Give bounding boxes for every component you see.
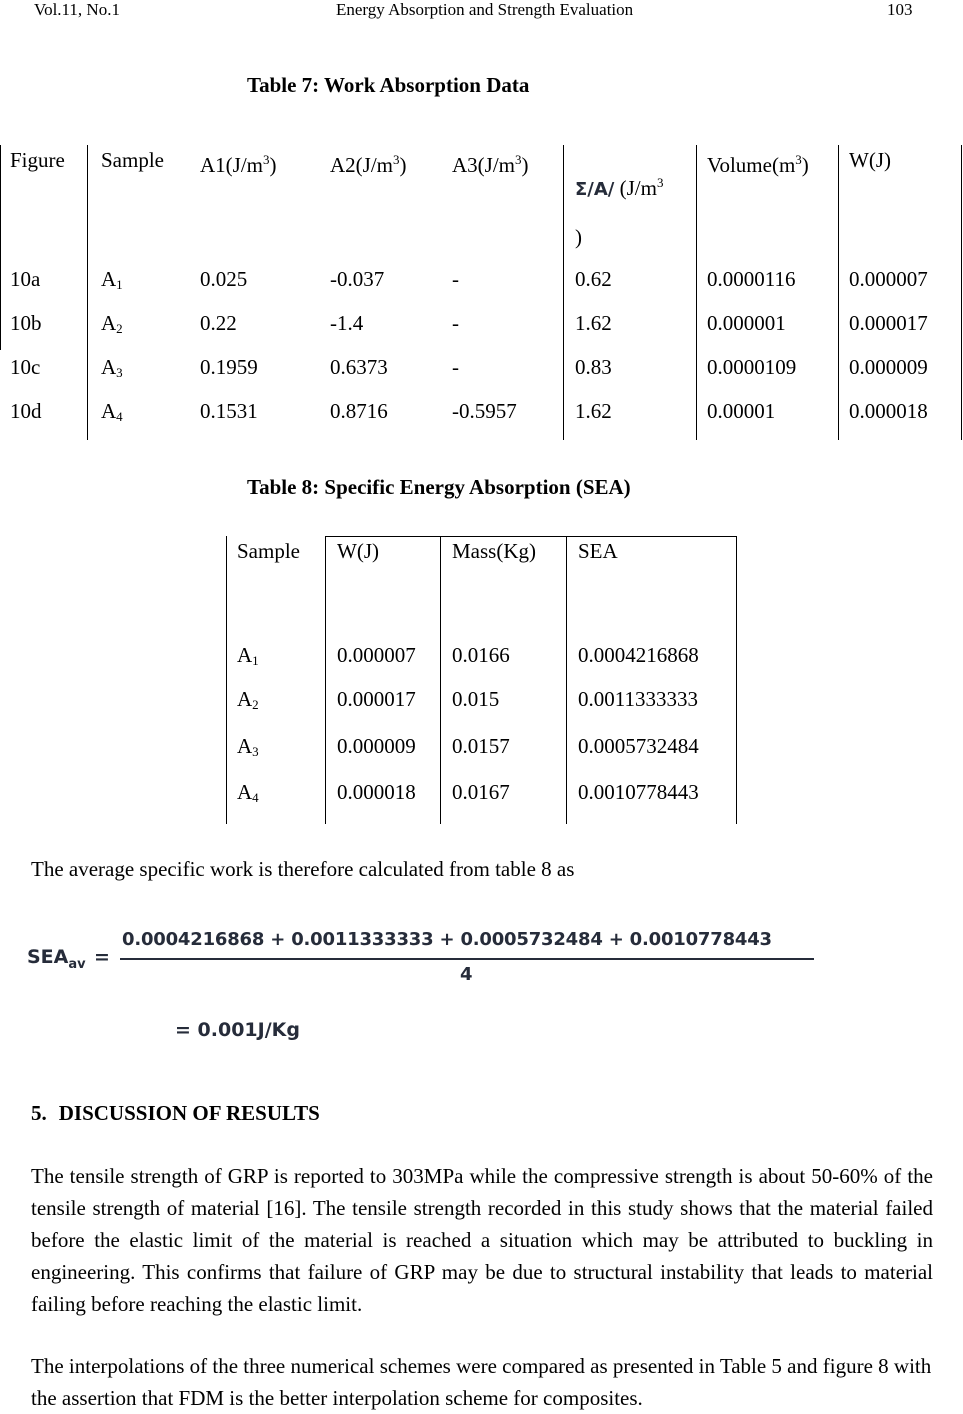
- table7-header-a1: $A1(J/m^3)$: [200, 152, 277, 177]
- table8-cell: $A_4$: [237, 780, 259, 805]
- table8-cell: 0.0011333333: [578, 687, 698, 711]
- table8-caption: Table 8: Specific Energy Absorption (SEA): [247, 475, 631, 499]
- table8-cell: 0.0010778443: [578, 780, 699, 804]
- table8-cell: 0.000018: [337, 780, 416, 804]
- table7-cell: 10d: [10, 399, 42, 423]
- section-title: DISCUSSION OF RESULTS: [58, 1101, 320, 1125]
- table7-cell: 10b: [10, 311, 42, 335]
- table7-cell: 1.62: [575, 311, 612, 335]
- table7-header-w: W(J): [849, 148, 891, 172]
- table8-cell: 0.0005732484: [578, 734, 699, 758]
- page-number: 103: [887, 0, 913, 19]
- table8-rule: [566, 536, 567, 824]
- table8-top-rule: [325, 536, 737, 537]
- table7-cell: -0.037: [330, 267, 385, 291]
- table8-cell: 0.000009: [337, 734, 416, 758]
- table7-cell: $A_2$: [101, 311, 123, 336]
- table7-cell: 0.62: [575, 267, 612, 291]
- table8-rule-left: [226, 536, 227, 824]
- section-number: 5.: [31, 1101, 47, 1125]
- running-title: Energy Absorption and Strength Evaluation: [336, 0, 634, 19]
- table7-rule-left: [0, 145, 1, 350]
- table7-cell: 0.000007: [849, 267, 928, 291]
- table8-rule-right: [736, 536, 737, 824]
- table8-cell: 0.000007: [337, 643, 416, 667]
- table8-cell: $A_3$: [237, 734, 259, 759]
- table7-cell: 10a: [10, 267, 41, 291]
- table7-rule: [696, 145, 697, 440]
- table8-cell: 0.0157: [452, 734, 510, 758]
- table8-cell: 0.000017: [337, 687, 416, 711]
- table7-cell: 0.000018: [849, 399, 928, 423]
- table7-rule: [838, 145, 839, 440]
- table8-header-sea: SEA: [578, 539, 618, 563]
- discussion-paragraph: The tensile strength of GRP is reported to 303MPa while the compressive strength is about 50-60% of the tensile strength of material [16]. The tensile strength recorded in this study shows that the material failed before the elastic limit of the material is reached a situation which may be attributed to buckling in engineering. This confirms that failure of GRP may be due to structural instability that leads to material failing before reaching the elastic limit.: [31, 1164, 933, 1316]
- equation-lhs: $SEA_{av}$: [27, 946, 86, 972]
- table7-cell: 0.00001: [707, 399, 776, 423]
- table8-cell: 0.0167: [452, 780, 510, 804]
- table7-cell: 0.000009: [849, 355, 928, 379]
- table7-cell: 0.1959: [200, 355, 258, 379]
- table8-header-mass: Mass(Kg): [452, 539, 536, 563]
- table8-cell: $A_1$: [237, 643, 259, 668]
- equation-result: = 0.001J/Kg: [175, 1019, 300, 1041]
- table7-cell: 0.0000109: [707, 355, 797, 379]
- table7-caption: Table 7: Work Absorption Data: [247, 73, 530, 97]
- table7-header-sample: Sample: [101, 148, 164, 172]
- equation-equals: =: [94, 946, 110, 968]
- table8-rule: [325, 536, 326, 824]
- table7-cell: -0.5957: [452, 399, 517, 423]
- table7-cell: 0.83: [575, 355, 612, 379]
- table7-cell: $A_3$: [101, 355, 123, 380]
- table7-rule-right: [961, 145, 962, 440]
- table7-cell: 0.8716: [330, 399, 388, 423]
- table7-cell: 0.6373: [330, 355, 388, 379]
- equation-denominator: 4: [460, 964, 473, 985]
- table7-header-figure: Figure: [10, 148, 65, 172]
- journal-volume: Vol.11, No.1: [34, 0, 120, 19]
- table7-cell: 0.22: [200, 311, 237, 335]
- table7-header-sum-close: ): [575, 225, 582, 249]
- table7-cell: 10c: [10, 355, 41, 379]
- table7-cell: -: [452, 267, 459, 291]
- table7-cell: 0.000017: [849, 311, 928, 335]
- table7-cell: -: [452, 355, 459, 379]
- table7-cell: 1.62: [575, 399, 612, 423]
- table7-cell: 0.000001: [707, 311, 786, 335]
- intro-sentence: The average specific work is therefore calculated from table 8 as: [31, 857, 575, 881]
- table7-cell: 0.025: [200, 267, 248, 291]
- table7-cell: -1.4: [330, 311, 364, 335]
- fraction-bar: [120, 958, 814, 960]
- section-heading: [31, 1100, 320, 1126]
- discussion-paragraph: The interpolations of the three numerical schemes were compared as presented in Table 5 and figure 8 with the assertion that FDM is the better interpolation scheme for composites.: [31, 1354, 932, 1410]
- table8-cell: 0.0166: [452, 643, 510, 667]
- table7-cell: $A_1$: [101, 267, 123, 292]
- table7-header-sum: Σ/A/ ($J/m^3$: [575, 175, 664, 200]
- table8-header-sample: Sample: [237, 539, 300, 563]
- table7-cell: 0.1531: [200, 399, 258, 423]
- table8-cell: 0.015: [452, 687, 500, 711]
- table8-cell: $A_2$: [237, 687, 259, 712]
- table7-cell: $A_4$: [101, 399, 123, 424]
- table7-header-volume: $Volume(m^3)$: [707, 152, 809, 177]
- table8-rule: [440, 536, 441, 824]
- table8-header-w: W(J): [337, 539, 379, 563]
- table7-cell: 0.0000116: [707, 267, 796, 291]
- table7-header-a2: $A2(J/m^3)$: [330, 152, 407, 177]
- table7-cell: -: [452, 311, 459, 335]
- table7-rule: [563, 145, 564, 440]
- equation-numerator: 0.0004216868 + 0.0011333333 + 0.0005732484 + 0.0010778443: [122, 929, 772, 950]
- table8-cell: 0.0004216868: [578, 643, 699, 667]
- table7-rule: [87, 145, 88, 440]
- table7-header-a3: $A3(J/m^3)$: [452, 152, 529, 177]
